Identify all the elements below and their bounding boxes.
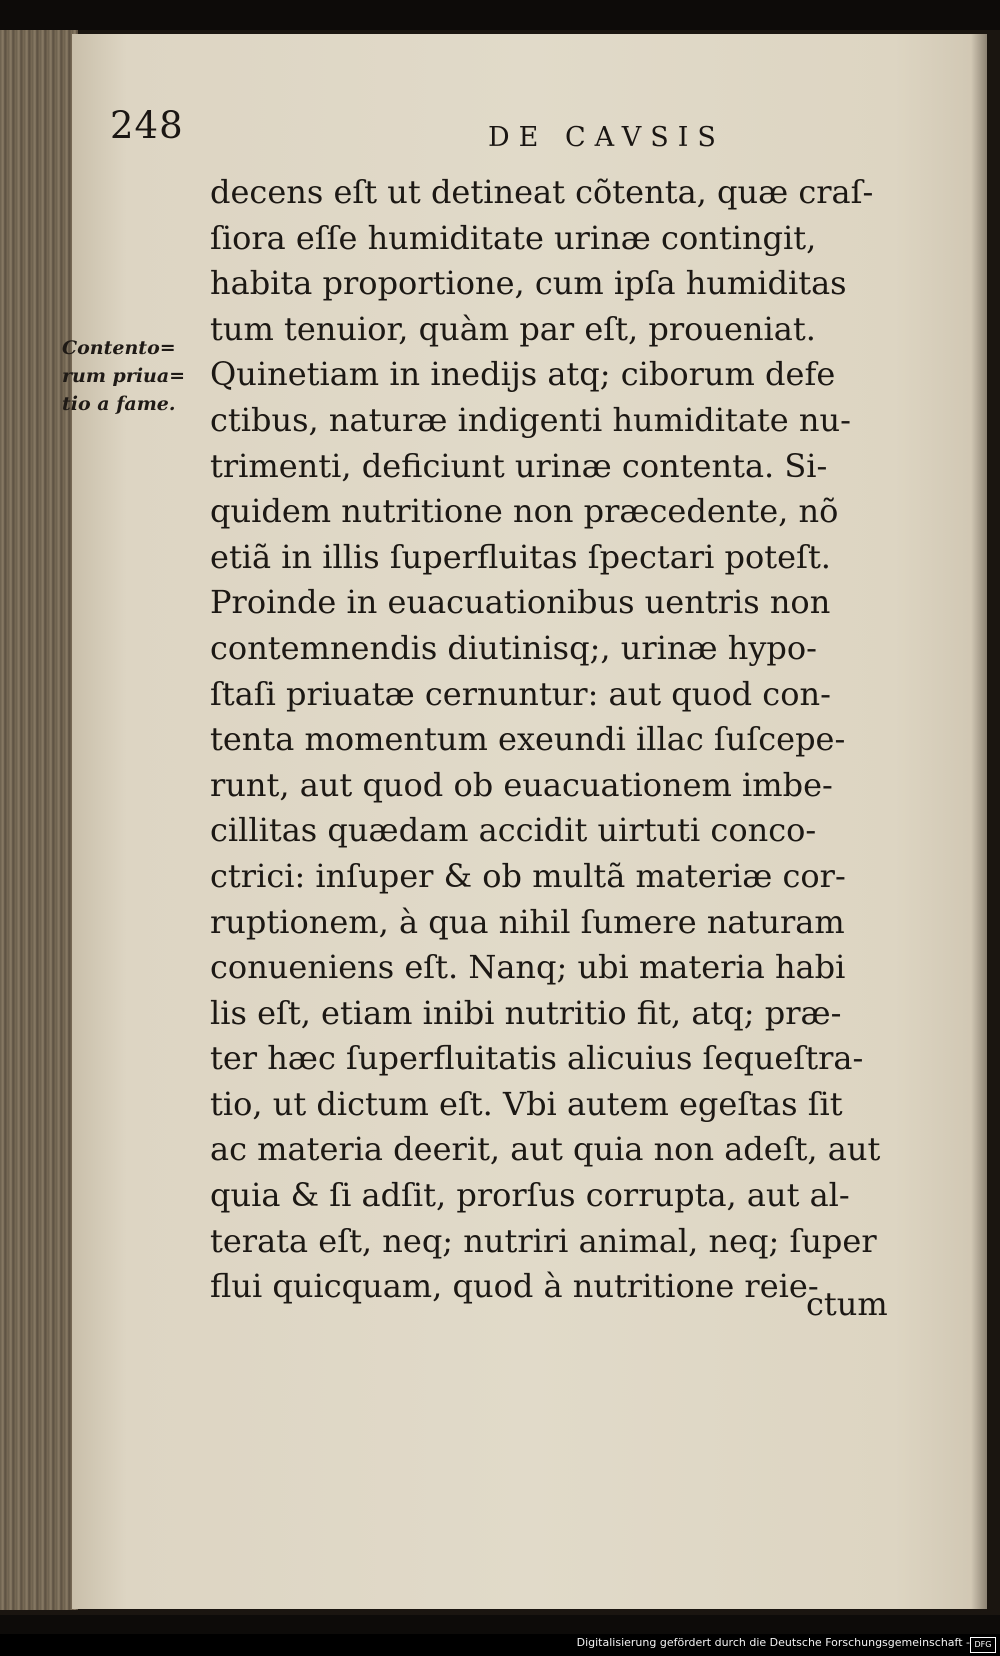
- page-edges: [0, 30, 78, 1610]
- gutter-shadow: [971, 34, 987, 1609]
- marginal-note-line: rum priua=: [62, 365, 186, 387]
- text-line: ſiora eſſe humiditate urinæ contingit,: [210, 218, 817, 257]
- text-line: Quinetiam in inedijs atq; ciborum defe: [210, 355, 836, 394]
- text-line: ter hæc ſuperfluitatis alicuius ſequeſtra-: [210, 1039, 864, 1078]
- text-line: contemnendis diutinisq;, urinæ hypo-: [210, 628, 817, 667]
- text-line: ſtaſi priuatæ cernuntur: aut quod con-: [210, 674, 831, 713]
- text-line: Proinde in euacuationibus uentris non: [210, 583, 831, 622]
- text-line: decens eſt ut detineat cõtenta, quæ craſ-: [210, 173, 874, 211]
- folio-number: 248: [110, 104, 184, 147]
- text-line: trimenti, deficiunt urinæ contenta. Si-: [210, 446, 828, 485]
- marginal-note-line: tio a fame.: [62, 393, 176, 415]
- text-line: flui quicquam, quod à nutritione reie-: [210, 1267, 819, 1306]
- text-line: lis eſt, etiam inibi nutritio fit, atq; præ-: [210, 993, 842, 1032]
- text-line: quia & ſi adſit, prorſus corrupta, aut al-: [210, 1176, 850, 1215]
- footer-bar: [0, 1634, 1000, 1656]
- text-line: quidem nutritione non præcedente, nõ: [210, 492, 839, 531]
- marginal-note-line: Contento=: [62, 337, 176, 359]
- text-line: ctibus, naturæ indigenti humiditate nu-: [210, 400, 851, 439]
- dfg-logo: DFG: [970, 1637, 996, 1653]
- text-line: cillitas quædam accidit uirtuti conco-: [210, 811, 817, 850]
- text-line: ac materia deerit, aut quia non adeſt, aut: [210, 1130, 881, 1169]
- catchword: ctum: [806, 1285, 888, 1323]
- text-line: terata eſt, neq; nutriri animal, neq; ſuper: [210, 1221, 877, 1260]
- text-line: ctrici: inſuper & ob multã materiæ cor-: [210, 856, 846, 895]
- text-line: runt, aut quod ob euacuationem imbe-: [210, 765, 833, 804]
- marginal-note: [62, 334, 202, 418]
- text-line: tenta momentum exeundi illac ſuſcepe-: [210, 720, 846, 759]
- text-line: tum tenuior, quàm par eſt, proueniat.: [210, 309, 816, 348]
- text-line: etiã in illis ſuperfluitas ſpectari poteſt.: [210, 537, 831, 576]
- funding-credit: Digitalisierung gefördert durch die Deutsche Forschungsgemeinschaft -: [576, 1636, 970, 1649]
- text-line: conueniens eſt. Nanq; ubi materia habi: [210, 948, 846, 987]
- text-line: habita proportione, cum ipſa humiditas: [210, 264, 847, 303]
- body-text: [210, 170, 900, 1310]
- running-head: DE CAVSIS: [488, 122, 725, 153]
- text-line: ruptionem, à qua nihil ſumere naturam: [210, 902, 845, 941]
- text-line: tio, ut dictum eſt. Vbi autem egeſtas ſit: [210, 1084, 843, 1123]
